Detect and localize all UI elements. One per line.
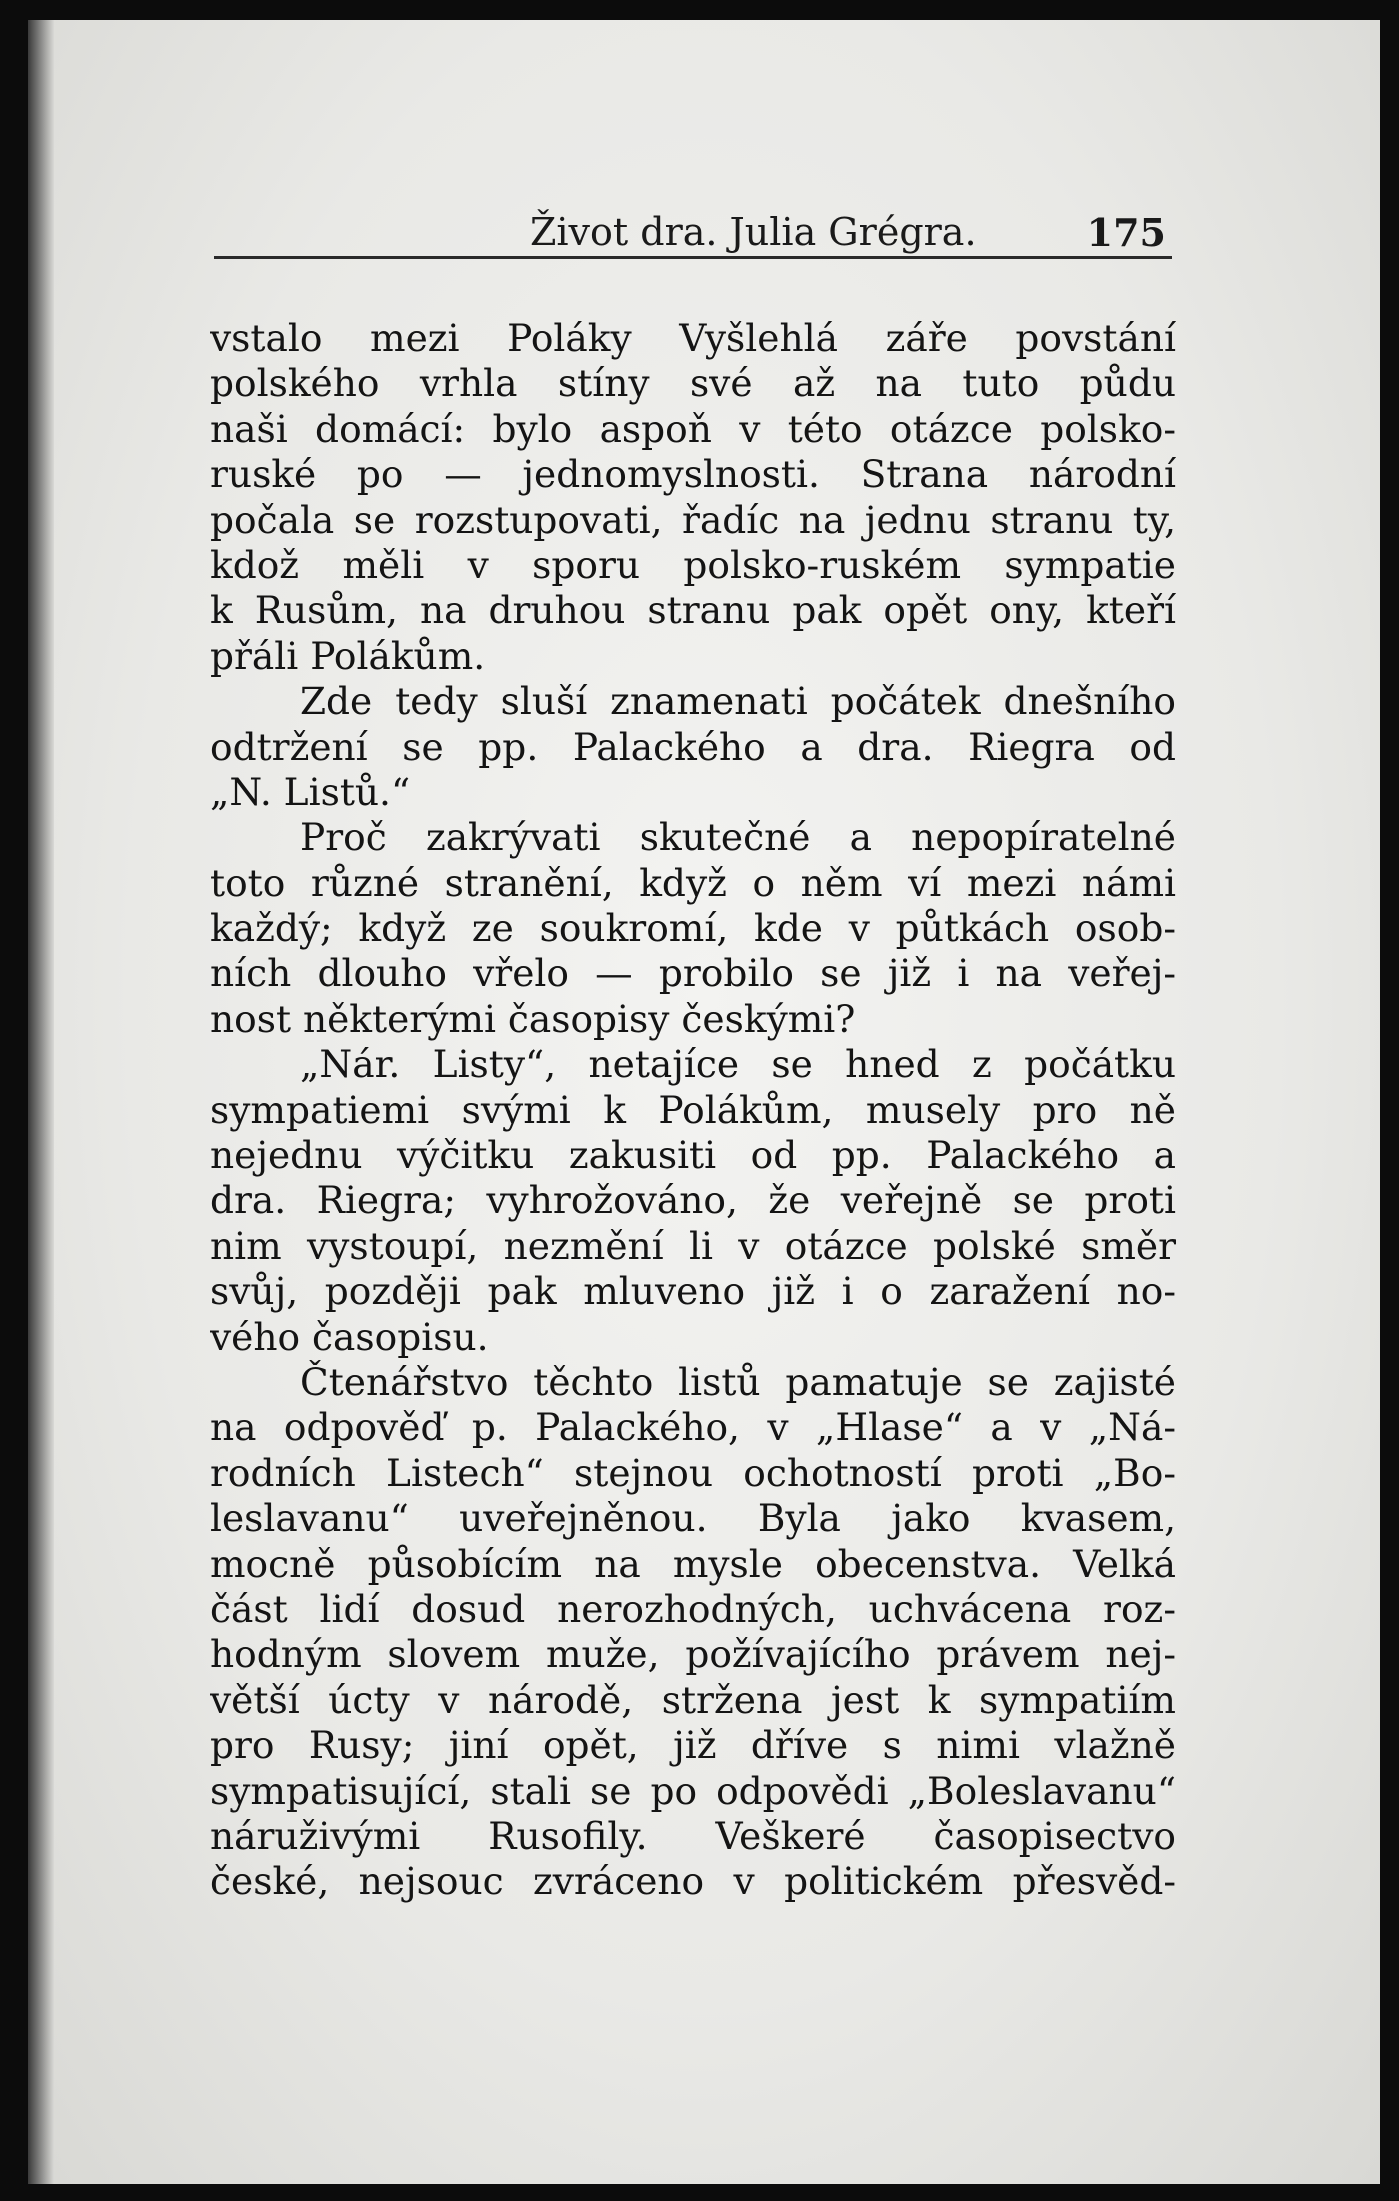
text-line: ních dlouho vřelo — probilo se již i na veřej- bbox=[210, 951, 1176, 996]
text-line: kdož měli v sporu polsko-ruském sympatie bbox=[210, 542, 1176, 587]
page-number: 175 bbox=[1086, 210, 1166, 255]
body-text bbox=[210, 316, 1176, 1905]
text-line: svůj, později pak mluveno již i o zaražení no- bbox=[210, 1269, 1176, 1314]
text-line: vého časopisu. bbox=[210, 1314, 489, 1359]
text-line: sympatiemi svými k Polákům, musely pro ně bbox=[210, 1087, 1176, 1132]
paragraph-start: „Nár. Listy“, netajíce se hned z počátku bbox=[300, 1042, 1176, 1087]
text-line: naši domácí: bylo aspoň v této otázce polsko- bbox=[210, 406, 1176, 451]
text-line: počala se rozstupovati, řadíc na jednu stranu ty, bbox=[210, 497, 1176, 542]
book-page bbox=[28, 20, 1380, 2184]
text-line: nim vystoupí, nezmění li v otázce polské směr bbox=[210, 1223, 1176, 1268]
text-line: pro Rusy; jiní opět, již dříve s nimi vlažně bbox=[210, 1723, 1176, 1768]
text-line: přáli Polákům. bbox=[210, 633, 486, 678]
paragraph-start: Čtenářstvo těchto listů pamatuje se zajisté bbox=[300, 1359, 1176, 1404]
paragraph-start: Proč zakrývati skutečné a nepopíratelné bbox=[300, 815, 1176, 860]
text-line: „N. Listů.“ bbox=[210, 769, 411, 814]
running-title: Život dra. Julia Grégra. bbox=[530, 210, 977, 254]
text-line: větší úcty v národě, stržena jest k sympatiím bbox=[210, 1677, 1176, 1722]
text-line: leslavanu“ uveřejněnou. Byla jako kvasem, bbox=[210, 1496, 1176, 1541]
text-line: české, nejsouc zvráceno v politickém přesvěd- bbox=[210, 1859, 1176, 1904]
page-spine-shadow bbox=[28, 20, 54, 2184]
text-line: každý; když ze soukromí, kde v půtkách osob- bbox=[210, 906, 1176, 951]
paragraph-start: Zde tedy sluší znamenati počátek dnešního bbox=[300, 679, 1176, 724]
header-rule bbox=[214, 256, 1172, 259]
text-line: toto různé stranění, když o něm ví mezi námi bbox=[210, 860, 1176, 905]
text-line: nost některými časopisy českými? bbox=[210, 996, 856, 1041]
text-line: náruživými Rusofily. Veškeré časopisectvo bbox=[210, 1813, 1176, 1858]
text-line: dra. Riegra; vyhrožováno, že veřejně se proti bbox=[210, 1178, 1176, 1223]
text-line: část lidí dosud nerozhodných, uchvácena roz- bbox=[210, 1586, 1176, 1631]
text-line: sympatisující, stali se po odpovědi „Boleslavanu“ bbox=[210, 1768, 1176, 1813]
text-line: polského vrhla stíny své až na tuto půdu bbox=[210, 361, 1176, 406]
text-line: hodným slovem muže, požívajícího právem nej- bbox=[210, 1632, 1176, 1677]
text-line: vstalo mezi Poláky Vyšlehlá záře povstání bbox=[210, 316, 1176, 360]
text-line: odtržení se pp. Palackého a dra. Riegra od bbox=[210, 724, 1176, 769]
text-line: k Rusům, na druhou stranu pak opět ony, kteří bbox=[210, 588, 1176, 633]
text-line: mocně působícím na mysle obecenstva. Velká bbox=[210, 1541, 1176, 1586]
text-line: na odpověď p. Palackého, v „Hlase“ a v „Ná- bbox=[210, 1405, 1176, 1450]
text-line: nejednu výčitku zakusiti od pp. Palackého a bbox=[210, 1133, 1176, 1178]
page-header bbox=[214, 188, 1174, 255]
text-line: rodních Listech“ stejnou ochotností proti „Bo- bbox=[210, 1450, 1176, 1495]
text-line: ruské po — jednomyslnosti. Strana národní bbox=[210, 452, 1176, 497]
